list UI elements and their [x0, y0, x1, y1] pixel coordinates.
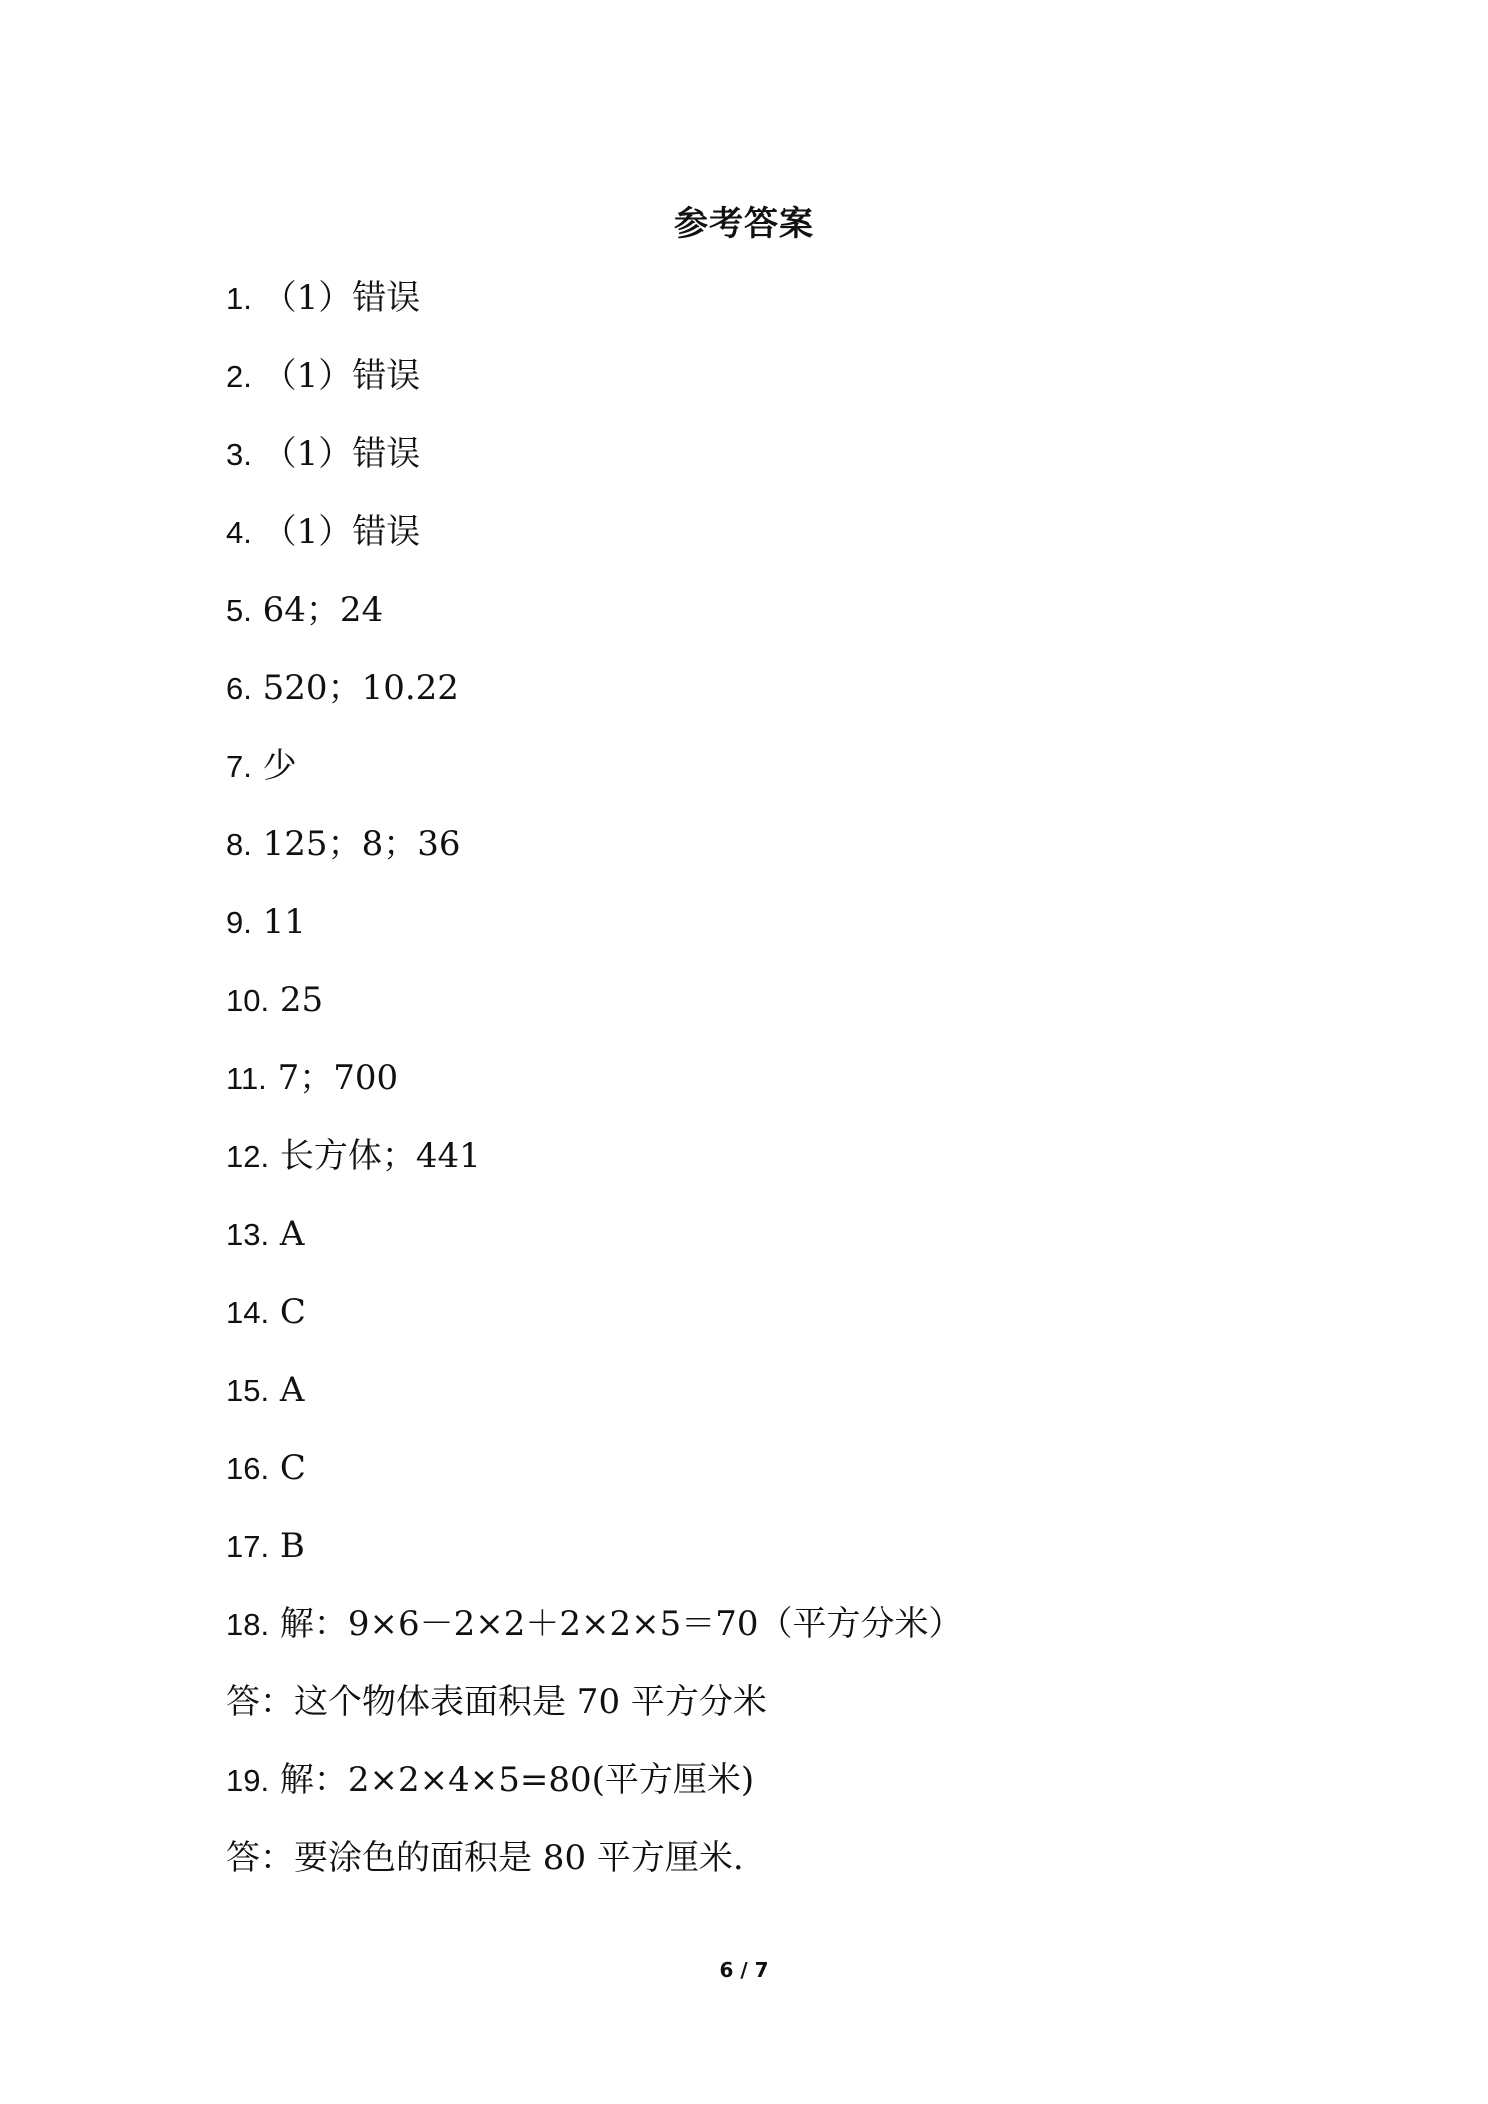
answer-text: 125；8；36 [262, 824, 461, 864]
answer-line [226, 1442, 1326, 1520]
answer-text: 少 [262, 746, 297, 786]
answer-line [226, 1520, 1326, 1598]
answer-text: A [279, 1370, 305, 1410]
answer-line [226, 1754, 1326, 1832]
answer-line [226, 974, 1326, 1052]
answer-text: 答：要涂色的面积是 80 平方厘米. [226, 1838, 744, 1878]
answer-text: A [279, 1214, 305, 1254]
answer-line [226, 662, 1326, 740]
answer-text: 25 [279, 980, 324, 1020]
answer-text: （1）错误 [262, 512, 421, 552]
answer-number: 10. [226, 983, 270, 1018]
answer-line [226, 428, 1326, 506]
answer-number: 1. [226, 281, 252, 316]
answer-number: 19. [226, 1763, 270, 1798]
answer-number: 11. [226, 1061, 267, 1096]
answer-text: 520；10.22 [262, 668, 459, 708]
answer-text: 11 [262, 902, 306, 942]
answer-number: 2. [226, 359, 252, 394]
answer-line [226, 1208, 1326, 1286]
answer-line [226, 740, 1326, 818]
answer-number: 13. [226, 1217, 270, 1252]
answer-number: 18. [226, 1607, 270, 1642]
answer-line [226, 350, 1326, 428]
answer-text: 解：2×2×4×5=80(平方厘米) [279, 1760, 755, 1800]
answer-number: 15. [226, 1373, 270, 1408]
page-title: 参考答案 [674, 204, 814, 244]
answer-number: 4. [226, 515, 252, 550]
answer-number: 16. [226, 1451, 270, 1486]
answer-text: 7；700 [277, 1058, 399, 1098]
answer-number: 5. [226, 593, 252, 628]
answer-number: 6. [226, 671, 252, 706]
answer-line [226, 1286, 1326, 1364]
answer-line [226, 818, 1326, 896]
answer-text: 解：9×6－2×2＋2×2×5＝70（平方分米） [279, 1604, 963, 1644]
answer-text: （1）错误 [262, 434, 421, 474]
answer-number: 12. [226, 1139, 270, 1174]
answer-text: 答：这个物体表面积是 70 平方分米 [226, 1682, 767, 1722]
answer-text: B [279, 1526, 305, 1566]
answer-number: 3. [226, 437, 252, 472]
answer-number: 9. [226, 905, 252, 940]
answer-number: 17. [226, 1529, 270, 1564]
answer-text: 64；24 [262, 590, 384, 630]
page-number: 6 / 7 [719, 1958, 769, 1982]
answer-number: 8. [226, 827, 252, 862]
answer-list [226, 272, 1326, 1910]
answer-line [226, 1364, 1326, 1442]
answer-line [226, 1832, 1326, 1910]
answer-text: （1）错误 [262, 356, 421, 396]
answer-line [226, 1676, 1326, 1754]
answer-line [226, 1130, 1326, 1208]
answer-text: 长方体；441 [279, 1136, 481, 1176]
answer-number: 7. [226, 749, 252, 784]
answer-line [226, 1052, 1326, 1130]
answer-line [226, 584, 1326, 662]
answer-text: C [279, 1292, 306, 1332]
answer-line [226, 506, 1326, 584]
answer-text: （1）错误 [262, 278, 421, 318]
answer-line [226, 272, 1326, 350]
answer-line [226, 1598, 1326, 1676]
answer-number: 14. [226, 1295, 270, 1330]
answer-line [226, 896, 1326, 974]
answer-text: C [279, 1448, 306, 1488]
